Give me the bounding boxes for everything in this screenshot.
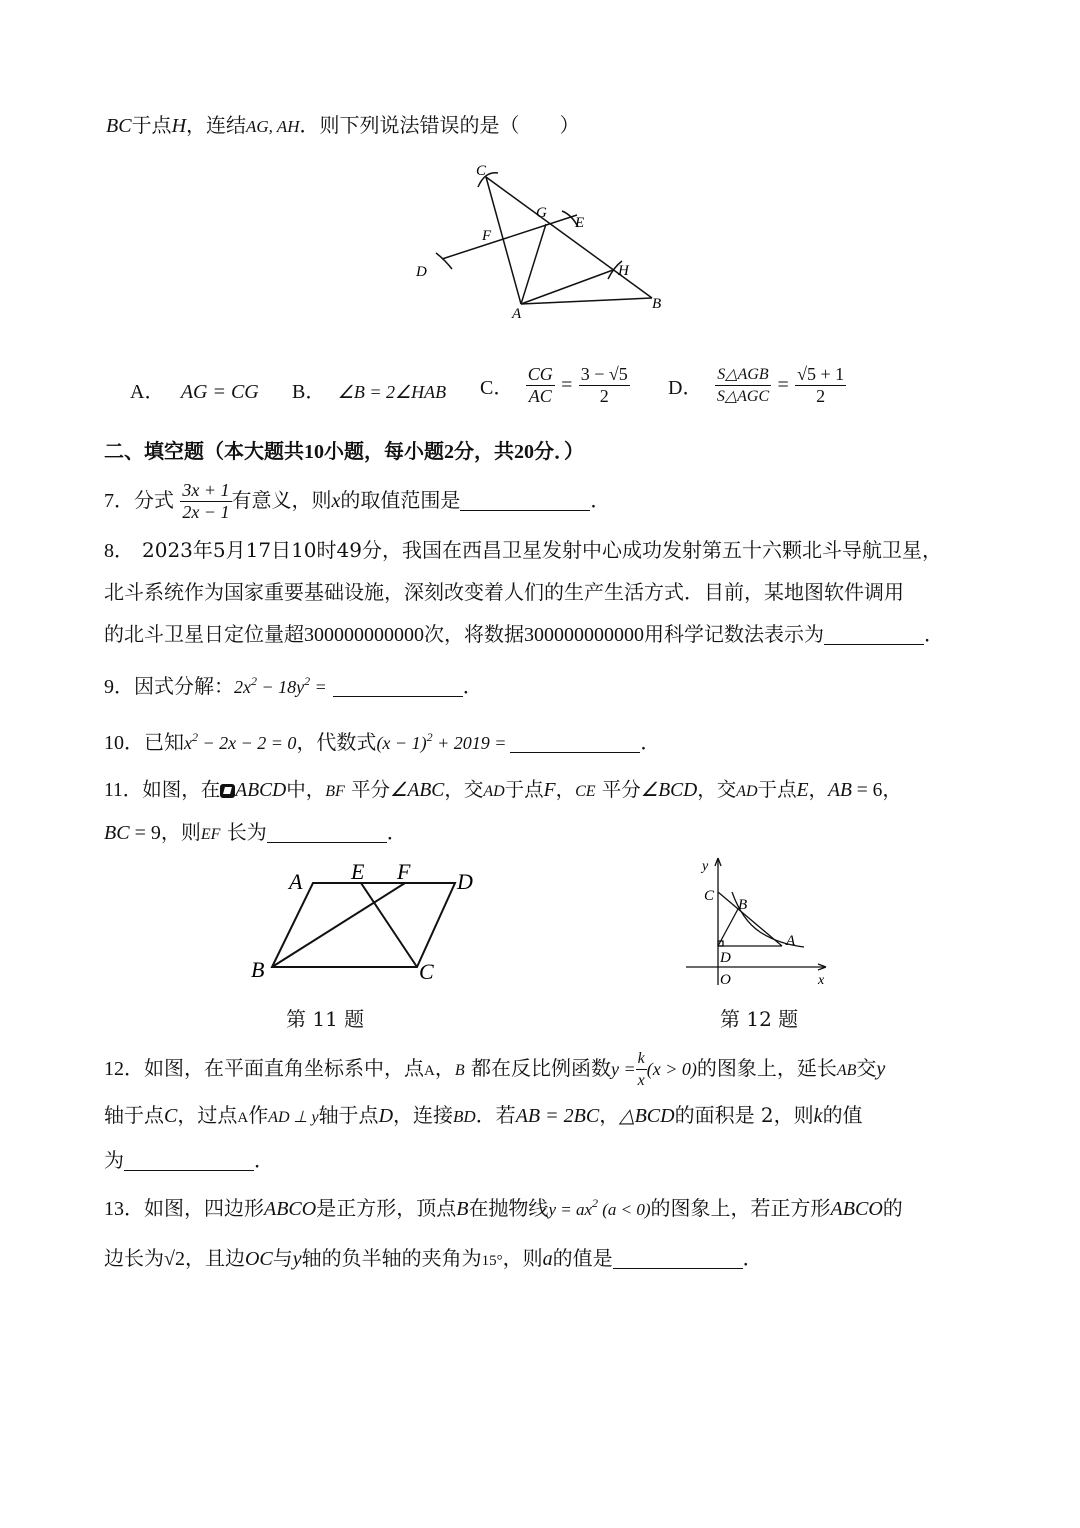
q6-segment-cb — [486, 177, 652, 298]
q12-text-c: 都在反比例函数 — [470, 1056, 611, 1080]
q13-text-2c: 与 — [272, 1246, 293, 1270]
q9-number: 9． — [104, 676, 134, 698]
q12-point-a2: A — [237, 1110, 249, 1126]
q11-number: 11． — [104, 780, 143, 801]
heading-d: 2 — [444, 441, 454, 463]
q12-label-a: A — [786, 933, 796, 949]
q11-text-h: 平分 — [601, 778, 641, 801]
q11-text-i: ，交 — [697, 778, 737, 801]
heading-a: 二、填空题（本大题共 — [104, 439, 304, 463]
q10-text-b: ，代数式 — [296, 730, 377, 754]
q9-text: 因式分解： — [134, 674, 234, 698]
q11-label-e: E — [351, 859, 365, 884]
q10 — [104, 728, 660, 757]
q11-text-c: 平分 — [350, 778, 390, 801]
q12-text-2h: 的面积是 2，则 — [674, 1103, 814, 1127]
q10-text-a: 已知 — [144, 730, 184, 754]
q11-text-b: 中， — [286, 778, 326, 801]
heading-e: 分，共 — [454, 439, 514, 463]
q8-text-3c: 次，将数据 — [424, 622, 524, 646]
q11-caption: 第 11 题 — [286, 1007, 365, 1031]
q6-text2: ，连结 — [186, 113, 247, 137]
q13-abco2: ABCO — [830, 1198, 883, 1220]
q12-bd: BD — [453, 1107, 476, 1126]
q6-label-f: F — [482, 228, 492, 244]
q9-expr-b: 2 — [251, 674, 257, 688]
q12-text-2a: 轴于点 — [104, 1103, 164, 1127]
option-b-label: B． — [292, 381, 326, 403]
q12-text-2d: 轴于点 — [318, 1103, 379, 1127]
q6-arc-d — [436, 253, 452, 269]
q13-text-e: 的 — [882, 1196, 903, 1220]
q7-text-a: 分式 — [134, 488, 174, 512]
q11-abc: ∠ABC — [390, 780, 445, 801]
option-a-expr: AG = CG — [180, 381, 259, 403]
q12-text-2g: ， — [599, 1103, 620, 1127]
q11-text-l: ，则 — [160, 820, 201, 844]
q11-ad: AD — [483, 783, 505, 800]
q11-label-a: A — [289, 869, 303, 894]
q13-text-b: 是正方形，顶点 — [316, 1196, 457, 1220]
q13-text-2d: 轴的负半轴的夹角为 — [301, 1246, 482, 1270]
q12-text-2e: ，连接 — [393, 1103, 454, 1127]
q13-y: y — [292, 1248, 302, 1270]
option-a-label: A． — [130, 381, 165, 403]
q13-oc: OC — [244, 1248, 273, 1270]
q7-frac-num: 3x + 1 — [182, 480, 230, 500]
q10-eq-a: x — [184, 733, 192, 753]
q9-expr-c: − 18y — [257, 677, 305, 697]
option-c-frac-right — [579, 364, 630, 407]
q10-eq-c: − 2x − 2 = 0 — [198, 733, 297, 753]
q10-number: 10． — [104, 732, 144, 754]
option-d-label: D． — [668, 377, 703, 399]
q13-text-a: 如图，四边形 — [144, 1196, 264, 1220]
q11-ad2: AD — [736, 783, 758, 800]
q13-a: a — [542, 1248, 553, 1270]
q9-end: ． — [462, 674, 483, 698]
q12-end: ． — [254, 1148, 274, 1172]
q7 — [104, 478, 610, 523]
q6-label-d: D — [416, 264, 427, 280]
q8-text-2: 北斗系统作为国家重要基础设施，深刻改变着人们的生产生活方式．目前，某地图软件调用 — [104, 580, 904, 604]
q13-parab-a: y = ax — [548, 1200, 592, 1219]
q12-text-a: 如图，在平面直角坐标系中，点 — [144, 1056, 424, 1080]
q6-segment-ag — [521, 224, 546, 304]
q9-answer-blank[interactable] — [333, 676, 463, 697]
heading-b: 10 — [304, 441, 324, 463]
q10-answer-blank[interactable] — [510, 732, 640, 753]
option-d-rnum: √5 + 1 — [797, 364, 845, 384]
q8-number-a: 300000000000 — [304, 624, 424, 646]
q6-option-d — [668, 364, 846, 407]
q11-text-d: ，交 — [444, 778, 484, 801]
q12-k: k — [813, 1105, 823, 1127]
q6-tail-line — [106, 111, 580, 141]
q12-point-a: A — [424, 1063, 435, 1079]
q8-answer-blank[interactable] — [824, 624, 924, 645]
option-c-frac-left — [526, 364, 555, 407]
q12-fn-cond: (x > 0) — [646, 1059, 697, 1079]
q12-fn-frac — [636, 1048, 647, 1091]
q8-number: 8． — [104, 540, 134, 562]
q6-option-b — [292, 375, 446, 404]
q12-label-b: B — [738, 897, 748, 913]
q8-text-1: 2023年5月17日10时49分，我国在西昌卫星发射中心成功发射第五十六颗北斗导航卫星， — [142, 538, 942, 562]
q13-line-1 — [104, 1194, 903, 1224]
q12-label-x: x — [818, 973, 825, 988]
q11-line-1 — [104, 776, 902, 806]
q13-parab-b: 2 — [592, 1196, 598, 1210]
option-c-label: C． — [480, 377, 514, 399]
q13-text-2e: ，则 — [502, 1246, 543, 1270]
q8-line-3 — [104, 620, 944, 649]
q12-line-1 — [104, 1048, 885, 1091]
q6-label-e: E — [575, 215, 585, 231]
q11-parallelogram — [272, 883, 455, 967]
q7-number: 7． — [104, 490, 134, 512]
q8-end: ． — [924, 622, 944, 646]
q12-label-d: D — [720, 950, 731, 966]
option-c-eq: = — [561, 374, 573, 396]
q11-figure — [245, 855, 485, 990]
q12-relation: AB = 2BC — [515, 1105, 600, 1127]
q12-text-2b: ，过点 — [177, 1103, 238, 1127]
heading-f: 20 — [514, 441, 534, 463]
q8-text-3a: 的北斗卫星日定位量超 — [104, 622, 304, 646]
q11-segment-ce — [361, 883, 417, 967]
parallelogram-icon — [220, 784, 235, 798]
q12-c: C — [164, 1105, 178, 1127]
q13-line-2 — [104, 1244, 763, 1275]
q6-label-c: C — [476, 163, 487, 179]
q7-x: x — [331, 490, 341, 512]
q11-bcd: ∠BCD — [640, 780, 698, 801]
q13-parabola — [548, 1196, 651, 1219]
q7-fraction — [180, 480, 231, 523]
q11-text-m: 长为 — [226, 820, 267, 844]
q11-ab-val: = 6， — [851, 780, 902, 801]
option-d-den: S△AGC — [716, 388, 770, 405]
option-c-den: AC — [528, 386, 552, 406]
q11-text-k: ， — [808, 778, 829, 801]
option-d-num: S△AGB — [715, 364, 771, 386]
q12-line-3 — [104, 1146, 274, 1174]
q11-text-a: 如图，在 — [142, 778, 221, 801]
q12-caption: 第 12 题 — [720, 1007, 799, 1031]
q12-label-o: O — [720, 972, 731, 988]
q13-text-c: 在抛物线 — [468, 1196, 549, 1220]
q12-point-b: B — [454, 1062, 465, 1079]
q13-parab-c: (a < 0) — [598, 1200, 651, 1219]
q13-text-2b: ，且边 — [184, 1246, 245, 1270]
q8-text-3e: 用科学记数法表示为 — [644, 622, 824, 646]
q9-expr-d: 2 — [304, 674, 311, 688]
q7-text-c: 的取值范围是 — [340, 488, 461, 512]
option-c-rnum: 3 − √5 — [580, 364, 628, 384]
q9-expression — [234, 674, 327, 697]
q13-abco: ABCO — [264, 1198, 317, 1220]
q13-sqrt: √2 — [164, 1248, 185, 1270]
option-c-rden: 2 — [599, 386, 609, 406]
q12-triangle: △BCD — [619, 1105, 675, 1127]
q11-label-c: C — [419, 959, 434, 984]
q13-angle: 15° — [481, 1253, 503, 1269]
section-heading — [104, 437, 584, 466]
q13-text-2a: 边长为 — [104, 1246, 164, 1270]
q11-bc: BC — [104, 822, 130, 844]
option-d-frac-right — [795, 364, 846, 407]
q11-answer-blank[interactable] — [267, 822, 387, 843]
q10-expression — [376, 730, 507, 753]
q12-figure — [680, 850, 840, 990]
q10-eq-b: 2 — [192, 730, 198, 744]
q12-y: y — [876, 1058, 886, 1080]
q7-answer-blank[interactable] — [460, 490, 590, 511]
q12-line-ca — [718, 892, 782, 946]
q6-h: H — [171, 115, 187, 137]
q12-line-2 — [104, 1101, 863, 1132]
q11-ce: CE — [575, 783, 596, 800]
q12-ab: AB — [836, 1062, 857, 1079]
q13-text-d: 的图象上，若正方形 — [650, 1196, 831, 1220]
q8-line-1 — [104, 536, 942, 565]
q6-label-g: G — [536, 205, 547, 221]
q11-e: E — [796, 780, 809, 801]
q10-expr-c: + 2019 = — [432, 733, 507, 753]
option-c-num: CG — [527, 364, 553, 384]
q13-end: ． — [742, 1246, 763, 1270]
q10-end: ． — [640, 730, 661, 754]
q10-expr-b: 2 — [426, 730, 433, 744]
q6-line-de — [442, 215, 577, 259]
q6-label-a: A — [512, 306, 522, 322]
q8-number-b: 300000000000 — [524, 624, 644, 646]
q12-perp: AD ⊥ y — [268, 1109, 319, 1126]
q11-bf: BF — [325, 783, 345, 800]
q13-text-2f: 的值是 — [552, 1246, 613, 1270]
q11-f: F — [543, 780, 556, 801]
q12-text-e: 交 — [856, 1056, 877, 1080]
option-b-expr: ∠B = 2∠HAB — [337, 382, 447, 402]
q12-number: 12． — [104, 1058, 144, 1080]
q12-fn-y: y = — [610, 1059, 636, 1079]
q11-text-j: 于点 — [757, 778, 797, 801]
q12-text-b: ， — [434, 1056, 455, 1080]
q11-bc-val: = 9 — [129, 822, 161, 844]
q12-text-3a: 为 — [104, 1148, 124, 1172]
q11-label-d: D — [457, 869, 473, 894]
q12-fn-den: x — [637, 1072, 645, 1089]
q11-line-2 — [104, 818, 407, 849]
q11-ef: EF — [200, 826, 221, 843]
q7-text-b: 有意义，则 — [231, 488, 332, 512]
q6-segment-ab — [521, 298, 652, 304]
q11-text-g: ， — [555, 778, 576, 801]
q12-label-y: y — [702, 859, 709, 874]
heading-c: 小题，每小题 — [324, 439, 444, 463]
q6-text: 于点 — [131, 113, 172, 137]
q9 — [104, 672, 483, 701]
q11-label-b: B — [251, 957, 265, 982]
q6-ag-ah: AG, AH — [246, 117, 300, 136]
q11-ab: AB — [828, 780, 852, 801]
option-d-eq: = — [777, 374, 789, 396]
q12-answer-blank[interactable] — [124, 1150, 254, 1171]
q6-label-h: H — [618, 263, 629, 279]
q12-text-2f: ．若 — [475, 1103, 516, 1127]
heading-g: 分．） — [534, 439, 584, 463]
q6-figure — [400, 155, 690, 325]
q12-text-2i: 的值 — [822, 1103, 863, 1127]
q6-segment-ah — [521, 270, 613, 304]
q12-fn-num: k — [636, 1048, 647, 1070]
q12-label-c: C — [704, 888, 715, 904]
q9-expr-e: = — [310, 677, 327, 697]
q8-line-2 — [104, 578, 904, 606]
q6-question: ．则下列说法错误的是（ ） — [299, 113, 580, 137]
q6-bc: BC — [106, 115, 132, 137]
q13-number: 13． — [104, 1198, 144, 1220]
option-d-frac-left — [715, 364, 771, 407]
q6-option-a — [130, 375, 259, 404]
q13-b: B — [456, 1198, 469, 1220]
q12-d: D — [378, 1105, 394, 1127]
q11-text-e: 于点 — [504, 778, 544, 801]
q11-end: ． — [386, 820, 407, 844]
option-d-rden: 2 — [816, 386, 826, 406]
q7-end: ． — [590, 488, 611, 512]
q6-label-b: B — [652, 296, 662, 312]
q12-text-2c: 作 — [248, 1103, 269, 1127]
q6-segment-ca — [486, 177, 521, 304]
q12-text-d: 的图象上，延长 — [696, 1056, 837, 1080]
q10-expr-a: (x − 1) — [376, 733, 427, 753]
q11-label-f: F — [397, 859, 411, 884]
q11-abcd: ABCD — [235, 780, 287, 801]
q7-frac-den: 2x − 1 — [182, 502, 230, 522]
q6-option-c — [480, 364, 630, 407]
q9-expr-a: 2x — [234, 677, 251, 697]
q13-answer-blank[interactable] — [613, 1248, 743, 1269]
q10-equation — [184, 730, 297, 753]
